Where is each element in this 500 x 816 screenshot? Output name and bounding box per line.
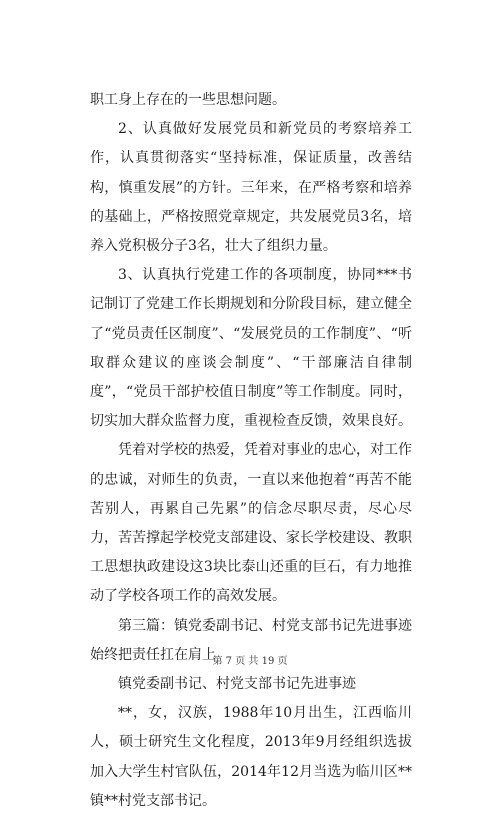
paragraph-1: 职工身上存在的一些思想问题。 (90, 92, 286, 108)
paragraph-3: 3、认真执行党建工作的各项制度，协同***书记制订了党建工作长期规划和分阶段目标，建立健全了“党员责任区制度”、“发展党员的工作制度”、“听取群众建议的座谈会制度”、“干部廉洁自律制度”，“党员干部护校值日制度”等工作制度。同时，切实加大群众监督力度，重视检查反馈，效果良好。 (90, 267, 412, 430)
paragraph-2: 2、认真做好发展党员和新党员的考察培养工作，认真贯彻落实“坚持标准，保证质量，改善结构，慎重发展”的方针。三年来，在严格考察和培养的基础上，严格按照党章规定，共发展党员3名，培养入党积极分子3名，壮大了组织力量。 (90, 121, 412, 255)
paragraph-5: **，女，汉族，1988年10月出生，江西临川人，硕士研究生文化程度，2013年9月经组织选拔加入大学生村官队伍，2014年12月当选为临川区**镇**村党支部书记。 (90, 705, 412, 809)
paragraph-4: 凭着对学校的热爱，凭着对事业的忠心，对工作的忠诚，对师生的负责，一直以来他抱着“再苦不能苦别人，再累自己先累”的信念尽职尽责，尽心尽力，苦苦撑起学校党支部建设、家长学校建设、教职工思想执政建设这3块比泰山还重的巨石，有力地推动了学校各项工作的高效发展。 (90, 442, 412, 605)
page-footer: 第 7 页 共 19 页 (212, 656, 288, 667)
section-heading: 第三篇：镇党委副书记、村党支部书记先进事迹始终把责任扛在肩上 (90, 617, 412, 663)
section-subtitle: 镇党委副书记、村党支部书记先进事迹 (118, 676, 356, 693)
